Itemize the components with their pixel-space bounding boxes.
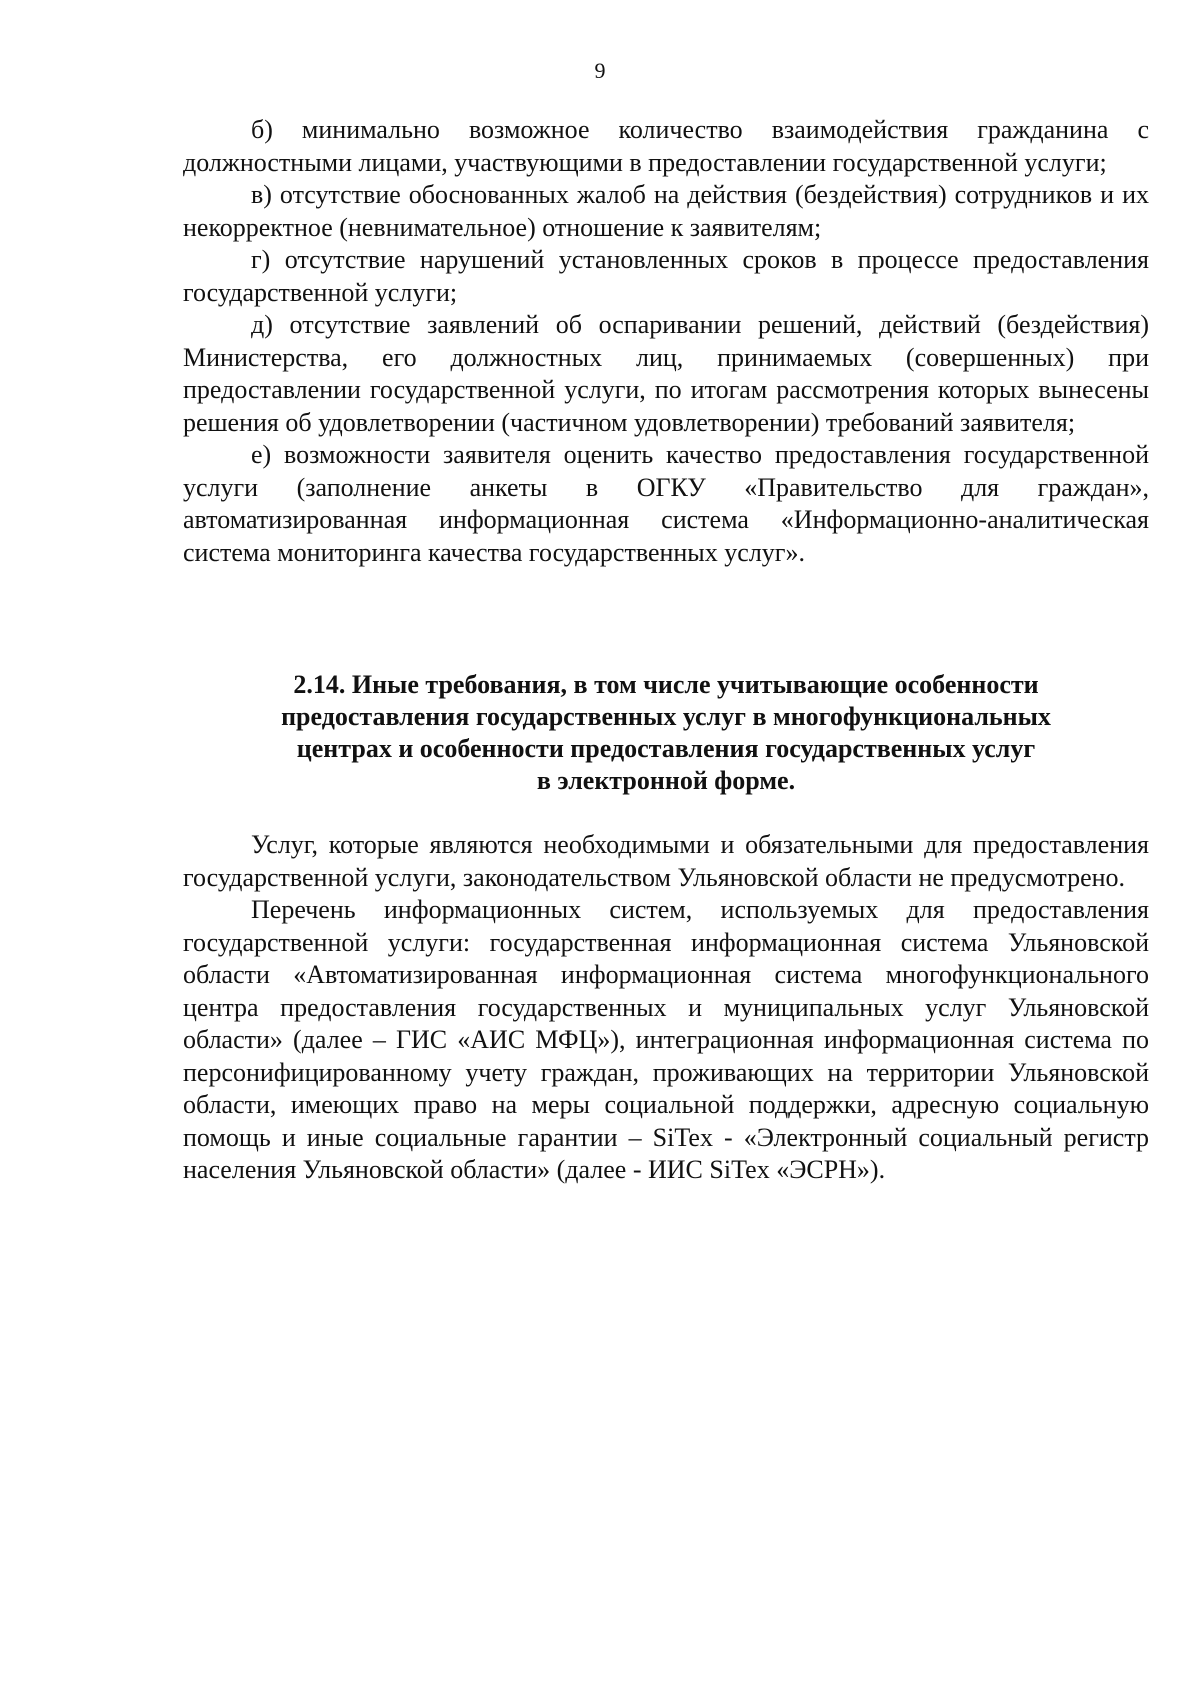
page-number: 9 <box>594 58 606 83</box>
paragraph-b: б) минимально возможное количество взаимодействия гражданина с должностными лицами, участвующими в предоставлении государственной услуги; <box>183 115 1149 177</box>
paragraph-services: Услуг, которые являются необходимыми и обязательными для предоставления государственной услуги, законодательством Ульяновской области не предусмотрено. <box>183 830 1149 892</box>
paragraph-v: в) отсутствие обоснованных жалоб на действия (бездействия) сотрудников и их некорректное (невнимательное) отношение к заявителям; <box>183 180 1149 242</box>
paragraph-g: г) отсутствие нарушений установленных сроков в процессе предоставления государственной услуги; <box>183 245 1149 307</box>
section-heading-line: 2.14. Иные требования, в том числе учитывающие особенности <box>293 670 1039 699</box>
section-heading-line: центрах и особенности предоставления государственных услуг <box>296 734 1036 763</box>
paragraph-d: д) отсутствие заявлений об оспаривании решений, действий (бездействия) Министерства, его должностных лиц, принимаемых (совершенных) при предоставлении государственной услуги, по итогам рассмотрения которых вынесены решения об удовлетворении (частичном удовлетворении) требований заявителя; <box>183 310 1149 437</box>
section-heading-line: в электронной форме. <box>536 766 796 795</box>
paragraph-e: е) возможности заявителя оценить качество предоставления государственной услуги (заполнение анкеты в ОГКУ «Правительство для граждан», автоматизированная информационная система «Информационно-аналитическая система мониторинга качества государственных услуг». <box>183 440 1149 567</box>
criteria-list <box>183 114 1149 569</box>
section-heading-line: предоставления государственных услуг в многофункциональных <box>281 702 1051 731</box>
section-heading <box>183 669 1149 797</box>
paragraph-information-systems: Перечень информационных систем, используемых для предоставления государственной услуги: государственная информационная система Ульяновской области «Автоматизированная информационная система многофункционального центра предоставления государственных и муниципальных услуг Ульяновской области» (далее – ГИС «АИС МФЦ»), интеграционная информационная система по персонифицированному учету граждан, проживающих на территории Ульяновской области, имеющих право на меры социальной поддержки, адресную социальную помощь и иные социальные гарантии – SiTex - «Электронный социальный регистр населения Ульяновской области» (далее - ИИС SiTex «ЭСРН»). <box>183 895 1149 1184</box>
section-body <box>183 829 1149 1187</box>
